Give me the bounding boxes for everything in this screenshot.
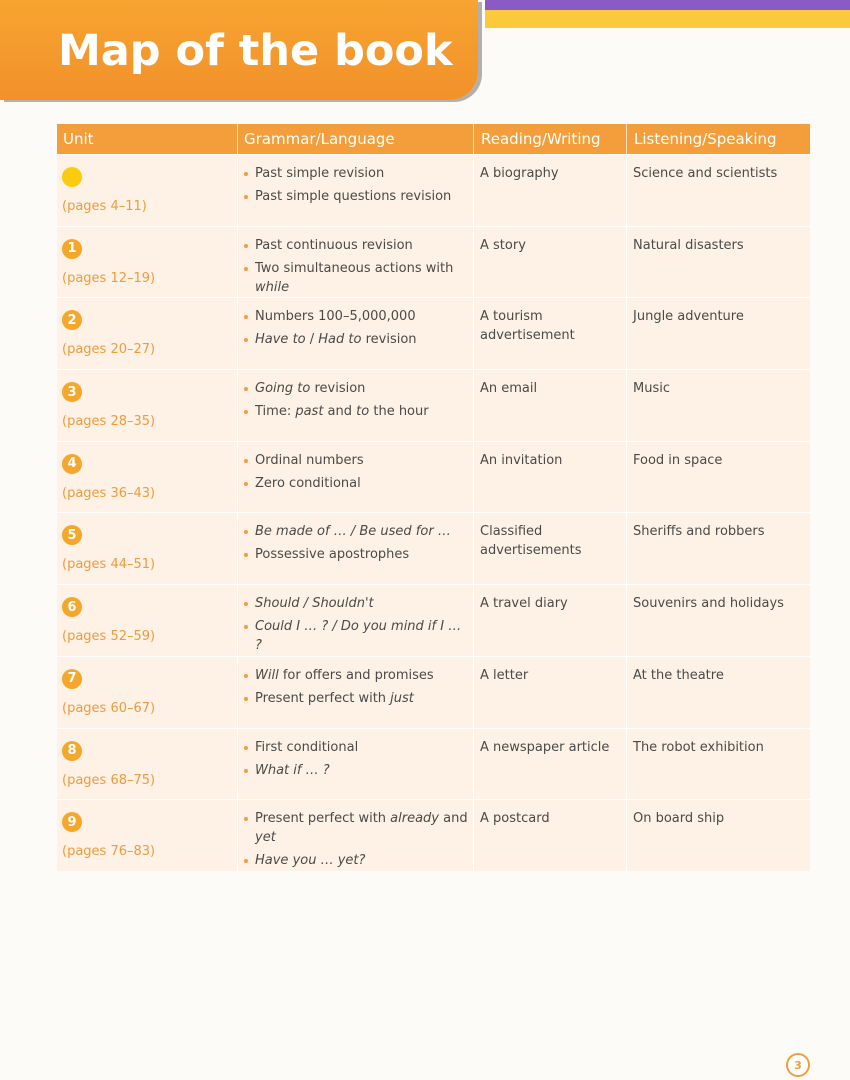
- grammar-list: [243, 164, 468, 210]
- grammar-text: just: [390, 690, 414, 706]
- grammar-list: [243, 594, 468, 659]
- unit-badge: 5: [62, 525, 82, 545]
- grammar-item: [243, 164, 468, 183]
- grammar-list: [243, 451, 468, 497]
- column-divider: [237, 298, 238, 369]
- unit-badge: 2: [62, 310, 82, 330]
- table-row: [57, 584, 810, 656]
- grammar-item: [243, 402, 468, 421]
- grammar-item: [243, 545, 468, 564]
- listening-speaking-cell: Natural disasters: [633, 237, 744, 253]
- header-divider: [473, 124, 474, 154]
- column-divider: [237, 155, 238, 226]
- grammar-text: revision: [361, 332, 417, 348]
- column-divider: [626, 298, 627, 369]
- grammar-text: while: [255, 279, 290, 295]
- listening-speaking-cell: The robot exhibition: [633, 739, 764, 755]
- reading-writing-cell: A travel diary: [480, 596, 568, 612]
- grammar-list: [243, 666, 468, 712]
- unit-pages: (pages 60–67): [62, 700, 156, 716]
- column-divider: [626, 585, 627, 656]
- grammar-text: Should / Shouldn't: [255, 596, 374, 612]
- column-divider: [626, 370, 627, 441]
- grammar-item: [243, 330, 468, 349]
- decor-stripe-yellow: [485, 10, 850, 28]
- unit-pages: (pages 12–19): [62, 270, 156, 286]
- grammar-text: Past continuous revision: [255, 237, 413, 253]
- column-divider: [237, 227, 238, 298]
- table-row: [57, 728, 810, 800]
- grammar-item: [243, 379, 468, 398]
- table-body: [57, 154, 810, 871]
- grammar-item: [243, 738, 468, 757]
- grammar-text: Going to: [255, 381, 311, 397]
- reading-writing-cell: A newspaper article: [480, 739, 610, 755]
- unit-badge: 8: [62, 741, 82, 761]
- column-divider: [473, 657, 474, 728]
- column-divider: [237, 657, 238, 728]
- grammar-item: [243, 522, 468, 541]
- grammar-text: to: [356, 404, 370, 420]
- grammar-text: already: [390, 811, 440, 827]
- grammar-text: First conditional: [255, 739, 359, 755]
- grammar-text: Have to: [255, 332, 306, 348]
- reading-writing-cell: A tourism advertisement: [480, 309, 575, 344]
- listening-speaking-cell: Food in space: [633, 452, 723, 468]
- grammar-text: revision: [310, 381, 366, 397]
- table-row: [57, 154, 810, 226]
- column-divider: [626, 442, 627, 513]
- header-divider: [626, 124, 627, 154]
- header-grammar: Grammar/Language: [244, 130, 395, 148]
- grammar-list: [243, 379, 468, 425]
- table-row: [57, 799, 810, 871]
- unit-pages: (pages 28–35): [62, 414, 156, 430]
- grammar-item: [243, 259, 468, 297]
- table-row: [57, 369, 810, 441]
- grammar-item: [243, 451, 468, 470]
- grammar-text: for offers and promises: [278, 667, 434, 683]
- table-row: [57, 512, 810, 584]
- grammar-text: Will: [255, 667, 279, 683]
- grammar-item: [243, 666, 468, 685]
- unit-pages: (pages 20–27): [62, 342, 156, 358]
- grammar-item: [243, 594, 468, 613]
- unit-pages: (pages 76–83): [62, 844, 156, 860]
- unit-pages: (pages 44–51): [62, 557, 156, 573]
- table-row: [57, 656, 810, 728]
- header-listening: Listening/Speaking: [634, 130, 777, 148]
- unit-badge: 6: [62, 597, 82, 617]
- grammar-text: What if … ?: [255, 762, 330, 778]
- column-divider: [473, 370, 474, 441]
- grammar-item: [243, 689, 468, 708]
- reading-writing-cell: A letter: [480, 667, 529, 683]
- grammar-list: [243, 307, 468, 353]
- grammar-text: and: [439, 811, 468, 827]
- grammar-text: Could I … ? / Do you mind if I … ?: [255, 619, 462, 654]
- column-divider: [626, 227, 627, 298]
- page-number: 3: [786, 1053, 810, 1077]
- listening-speaking-cell: On board ship: [633, 811, 725, 827]
- column-divider: [237, 585, 238, 656]
- grammar-list: [243, 236, 468, 301]
- grammar-item: [243, 617, 468, 655]
- grammar-text: Time:: [255, 404, 296, 420]
- grammar-text: Zero conditional: [255, 475, 361, 491]
- reading-writing-cell: A story: [480, 237, 526, 253]
- unit-pages: (pages 68–75): [62, 772, 156, 788]
- grammar-list: [243, 809, 468, 874]
- grammar-item: [243, 809, 468, 847]
- grammar-text: /: [305, 332, 319, 348]
- grammar-item: [243, 474, 468, 493]
- grammar-item: [243, 851, 468, 870]
- reading-writing-cell: A postcard: [480, 811, 550, 827]
- column-divider: [237, 442, 238, 513]
- grammar-text: and: [323, 404, 357, 420]
- grammar-text: Have you … yet?: [255, 853, 366, 869]
- unit-pages: (pages 4–11): [62, 199, 147, 214]
- column-divider: [473, 585, 474, 656]
- header-unit: Unit: [63, 130, 94, 148]
- listening-speaking-cell: At the theatre: [633, 667, 724, 683]
- title-banner: [0, 0, 478, 100]
- grammar-item: [243, 236, 468, 255]
- grammar-text: yet: [255, 830, 276, 846]
- column-divider: [237, 729, 238, 800]
- grammar-item: [243, 307, 468, 326]
- grammar-item: [243, 187, 468, 206]
- listening-speaking-cell: Jungle adventure: [633, 309, 744, 325]
- reading-writing-cell: An email: [480, 381, 538, 397]
- reading-writing-cell: An invitation: [480, 452, 563, 468]
- grammar-text: Possessive apostrophes: [255, 547, 410, 563]
- column-divider: [473, 442, 474, 513]
- column-divider: [473, 800, 474, 871]
- grammar-text: Numbers 100–5,000,000: [255, 309, 416, 325]
- grammar-text: Be made of … / Be used for …: [255, 524, 451, 540]
- listening-speaking-cell: Music: [633, 381, 670, 397]
- unit-badge: 7: [62, 669, 82, 689]
- header-divider: [237, 124, 238, 154]
- grammar-text: Ordinal numbers: [255, 452, 364, 468]
- table-header: [57, 124, 810, 154]
- page-title: Map of the book: [58, 26, 453, 76]
- column-divider: [626, 155, 627, 226]
- column-divider: [626, 800, 627, 871]
- column-divider: [237, 513, 238, 584]
- column-divider: [473, 227, 474, 298]
- unit-badge: 1: [62, 239, 82, 259]
- grammar-item: [243, 761, 468, 780]
- column-divider: [473, 155, 474, 226]
- listening-speaking-cell: Souvenirs and holidays: [633, 596, 784, 612]
- listening-speaking-cell: Science and scientists: [633, 166, 778, 181]
- decor-stripe-purple: [485, 0, 850, 10]
- grammar-text: Two simultaneous actions with: [255, 260, 454, 276]
- header-reading: Reading/Writing: [481, 130, 601, 148]
- column-divider: [237, 370, 238, 441]
- unit-pages: (pages 36–43): [62, 485, 156, 501]
- grammar-text: Had to: [318, 332, 362, 348]
- unit-badge: 3: [62, 382, 82, 402]
- book-map-table: [57, 124, 810, 871]
- listening-speaking-cell: Sheriffs and robbers: [633, 524, 765, 540]
- column-divider: [237, 800, 238, 871]
- column-divider: [626, 657, 627, 728]
- grammar-list: [243, 738, 468, 784]
- column-divider: [473, 729, 474, 800]
- grammar-text: Past simple questions revision: [255, 189, 452, 204]
- reading-writing-cell: A biography: [480, 166, 559, 181]
- table-row: [57, 226, 810, 298]
- grammar-text: Past simple revision: [255, 166, 385, 181]
- column-divider: [473, 513, 474, 584]
- grammar-text: Present perfect with: [255, 690, 391, 706]
- unit-badge: [62, 167, 82, 187]
- table-row: [57, 441, 810, 513]
- column-divider: [473, 298, 474, 369]
- grammar-list: [243, 522, 468, 568]
- unit-badge: 4: [62, 454, 82, 474]
- grammar-text: the hour: [369, 404, 429, 420]
- column-divider: [626, 729, 627, 800]
- column-divider: [626, 513, 627, 584]
- grammar-text: Present perfect with: [255, 811, 391, 827]
- unit-badge: 9: [62, 812, 82, 832]
- reading-writing-cell: Classified advertisements: [480, 524, 582, 559]
- table-row: [57, 297, 810, 369]
- unit-pages: (pages 52–59): [62, 629, 156, 645]
- grammar-text: past: [295, 404, 324, 420]
